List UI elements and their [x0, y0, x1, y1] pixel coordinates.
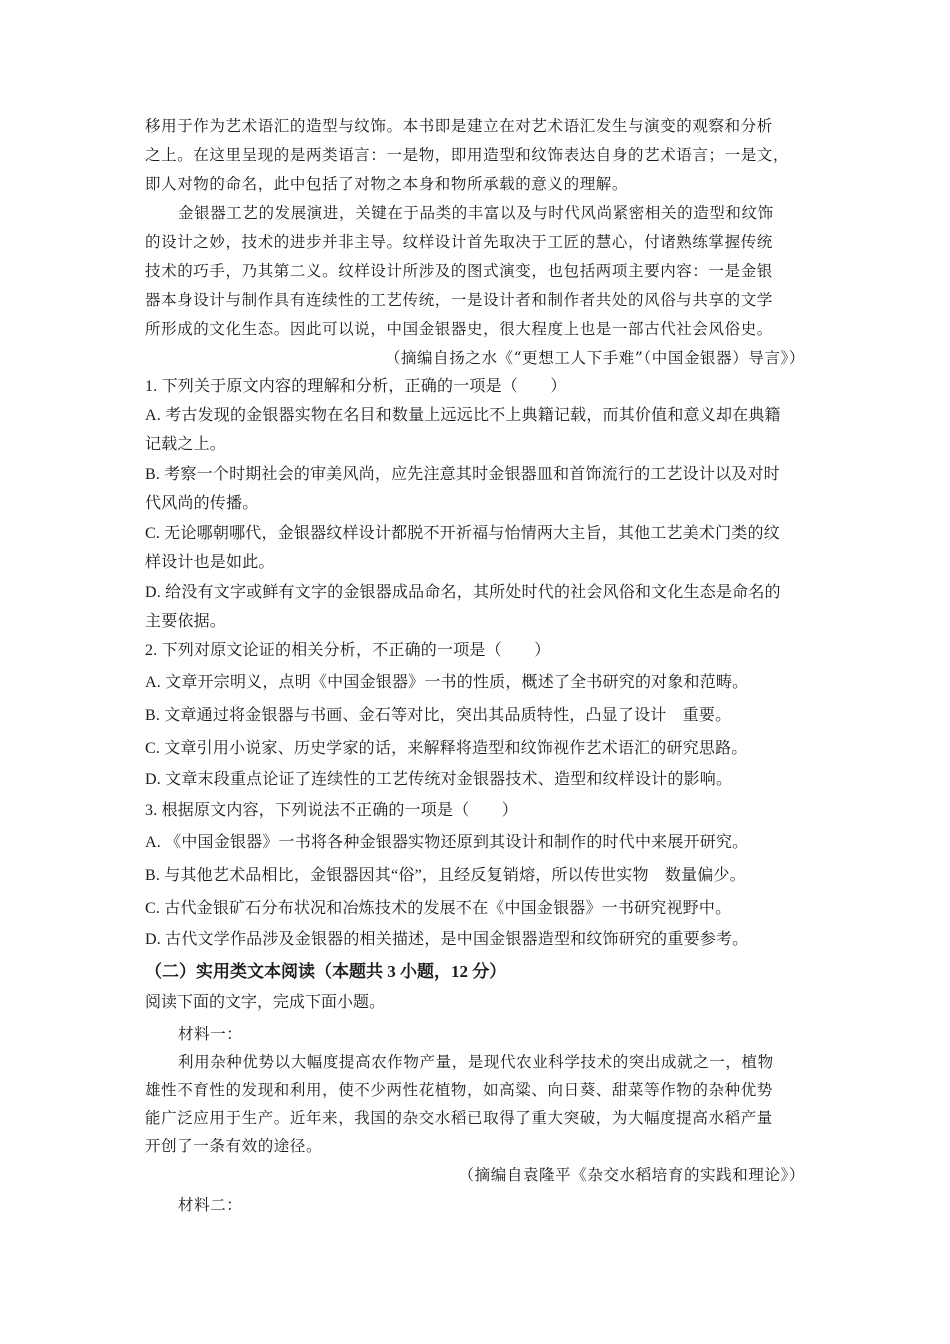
section-heading: （二）实用类文本阅读（本题共 3 小题，12 分）	[145, 962, 507, 981]
material-label: 材料一：	[178, 1025, 243, 1043]
answer-option-cont: 记载之上。	[145, 436, 227, 453]
question-stem: 1. 下列关于原文内容的理解和分析，正确的一项是（ ）	[145, 378, 567, 395]
answer-option-cont: 主要依据。	[145, 613, 227, 630]
answer-option: B. 文章通过将金银器与书画、金石等对比，突出其品质特性，凸显了设计 重要。	[145, 707, 732, 724]
material-line: 雄性不育性的发现和利用，使不少两性花植物，如高粱、向日葵、甜菜等作物的杂种优势	[145, 1081, 773, 1099]
answer-option: C. 古代金银矿石分布状况和冶炼技术的发展不在《中国金银器》一书研究视野中。	[145, 900, 732, 917]
material-source: （摘编自袁隆平《杂交水稻培育的实践和理论》）	[458, 1166, 805, 1184]
question-stem: 2. 下列对原文论证的相关分析，不正确的一项是（ ）	[145, 642, 551, 659]
passage-line: 即人对物的命名，此中包括了对物之本身和物所承载的意义的理解。	[145, 175, 629, 193]
answer-option: A. 考古发现的金银器实物在名目和数量上远远比不上典籍记载，而其价值和意义却在典籍	[145, 407, 781, 424]
answer-option: D. 古代文学作品涉及金银器的相关描述，是中国金银器造型和纹饰研究的重要参考。	[145, 931, 749, 948]
answer-option: A. 文章开宗明义，点明《中国金银器》一书的性质，概述了全书研究的对象和范畴。	[145, 674, 749, 691]
passage-line: 之上。在这里呈现的是两类语言：一是物，即用造型和纹饰表达自身的艺术语言；一是文，	[145, 146, 790, 164]
answer-option: C. 文章引用小说家、历史学家的话，来解释将造型和纹饰视作艺术语汇的研究思路。	[145, 740, 748, 757]
passage-line: 所形成的文化生态。因此可以说，中国金银器史，很大程度上也是一部古代社会风俗史。	[145, 320, 773, 338]
answer-option-cont: 代风尚的传播。	[145, 495, 259, 512]
answer-option: D. 文章末段重点论证了连续性的工艺传统对金银器技术、造型和纹样设计的影响。	[145, 771, 733, 788]
answer-option: B. 与其他艺术品相比，金银器因其“俗”，且经反复销熔，所以传世实物 数量偏少。	[145, 867, 746, 884]
section-instruction: 阅读下面的文字，完成下面小题。	[145, 994, 386, 1011]
passage-line: 的设计之妙，技术的进步并非主导。纹样设计首先取决于工匠的慧心，付诸熟练掌握传统	[145, 233, 773, 251]
answer-option: D. 给没有文字或鲜有文字的金银器成品命名，其所处时代的社会风俗和文化生态是命名的	[145, 584, 781, 601]
material-line: 能广泛应用于生产。近年来，我国的杂交水稻已取得了重大突破，为大幅度提高水稻产量	[145, 1109, 773, 1127]
passage-line: 移用于作为艺术语汇的造型与纹饰。本书即是建立在对艺术语汇发生与演变的观察和分析	[145, 117, 773, 135]
material-line: 利用杂种优势以大幅度提高农作物产量，是现代农业科学技术的突出成就之一，植物	[178, 1053, 774, 1071]
material-label: 材料二：	[178, 1196, 243, 1214]
answer-option: C. 无论哪朝哪代，金银器纹样设计都脱不开祈福与怡情两大主旨，其他工艺美术门类的纹	[145, 525, 780, 542]
passage-line: 器本身设计与制作具有连续性的工艺传统，一是设计者和制作者共处的风俗与共享的文学	[145, 291, 773, 309]
question-stem: 3. 根据原文内容，下列说法不正确的一项是（ ）	[145, 802, 519, 819]
passage-line: 技术的巧手，乃其第二义。纹样设计所涉及的图式演变，也包括两项主要内容：一是金银	[145, 262, 773, 280]
passage-line: 金银器工艺的发展演进，关键在于品类的丰富以及与时代风尚紧密相关的造型和纹饰	[178, 204, 774, 222]
passage-source: （摘编自扬之水《“更想工人下手难”（中国金银器）导言》）	[384, 349, 805, 367]
material-line: 开创了一条有效的途径。	[145, 1137, 323, 1155]
answer-option: B. 考察一个时期社会的审美风尚，应先注意其时金银器皿和首饰流行的工艺设计以及对时	[145, 466, 780, 483]
answer-option-cont: 样设计也是如此。	[145, 554, 275, 571]
answer-option: A. 《中国金银器》一书将各种金银器实物还原到其设计和制作的时代中来展开研究。	[145, 834, 749, 851]
